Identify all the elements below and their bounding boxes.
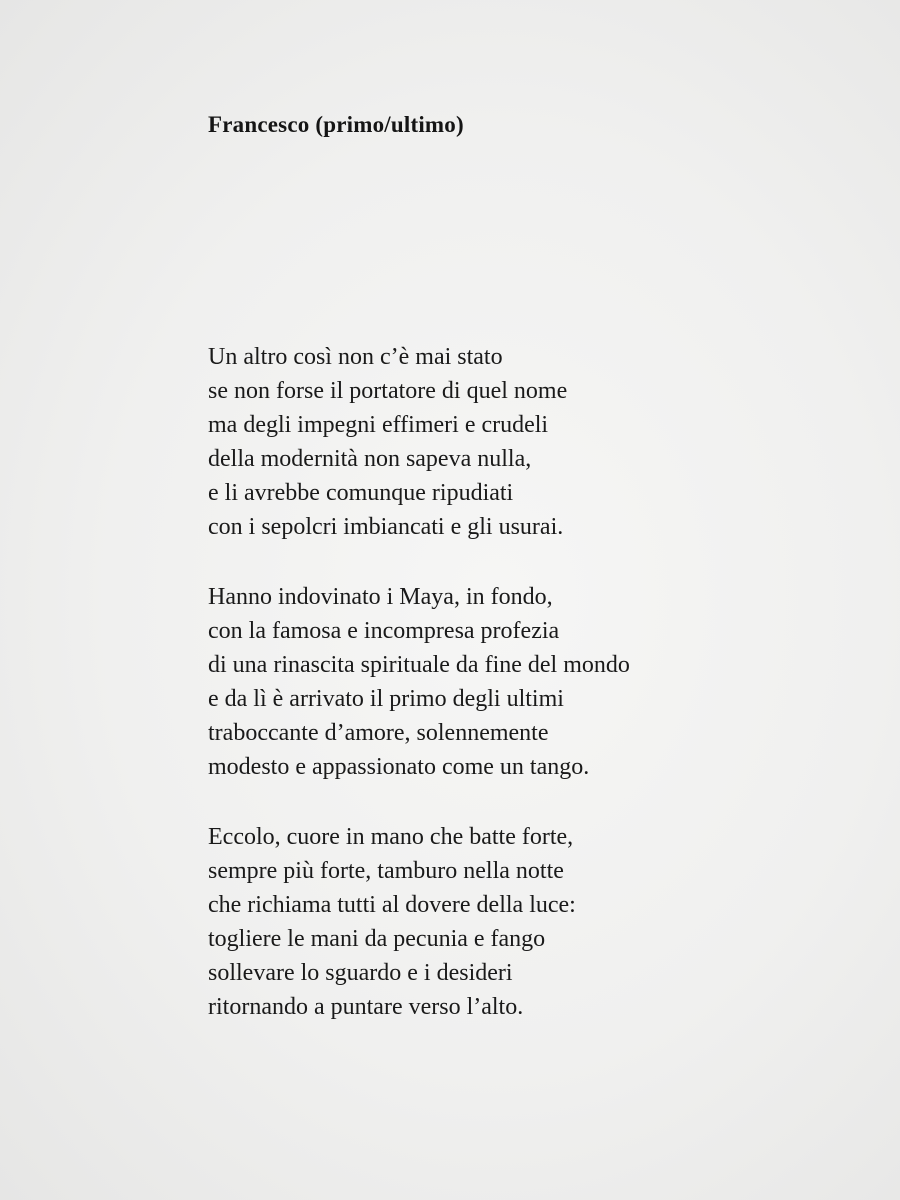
- poem-line: togliere le mani da pecunia e fango: [208, 926, 546, 952]
- poem-line: modesto e appassionato come un tango.: [208, 754, 590, 780]
- stanza-3: [208, 820, 868, 1024]
- poem-line: Un altro così non c’è mai stato: [208, 344, 503, 370]
- poem-line: e da lì è arrivato il primo degli ultimi: [208, 686, 564, 712]
- poem-line: Eccolo, cuore in mano che batte forte,: [208, 824, 574, 850]
- stanza-1: [208, 340, 868, 544]
- poem-line: e li avrebbe comunque ripudiati: [208, 480, 514, 506]
- poem-line: ma degli impegni effimeri e crudeli: [208, 412, 549, 438]
- poem-line: sempre più forte, tamburo nella notte: [208, 858, 564, 884]
- poem-line: che richiama tutti al dovere della luce:: [208, 892, 576, 918]
- poem-line: sollevare lo sguardo e i desideri: [208, 960, 513, 986]
- poem-line: Hanno indovinato i Maya, in fondo,: [208, 584, 553, 610]
- poem-line: ritornando a puntare verso l’alto.: [208, 994, 524, 1020]
- poem-line: con i sepolcri imbiancati e gli usurai.: [208, 514, 564, 540]
- poem-body: [208, 340, 868, 1060]
- stanza-2: [208, 580, 868, 784]
- poem-line: con la famosa e incompresa profezia: [208, 618, 560, 644]
- poem-line: di una rinascita spirituale da fine del mondo: [208, 652, 630, 678]
- poem-title: Francesco (primo/ultimo): [208, 112, 464, 137]
- poem-line: della modernità non sapeva nulla,: [208, 446, 532, 472]
- poem-line: se non forse il portatore di quel nome: [208, 378, 568, 404]
- poem-line: traboccante d’amore, solennemente: [208, 720, 549, 746]
